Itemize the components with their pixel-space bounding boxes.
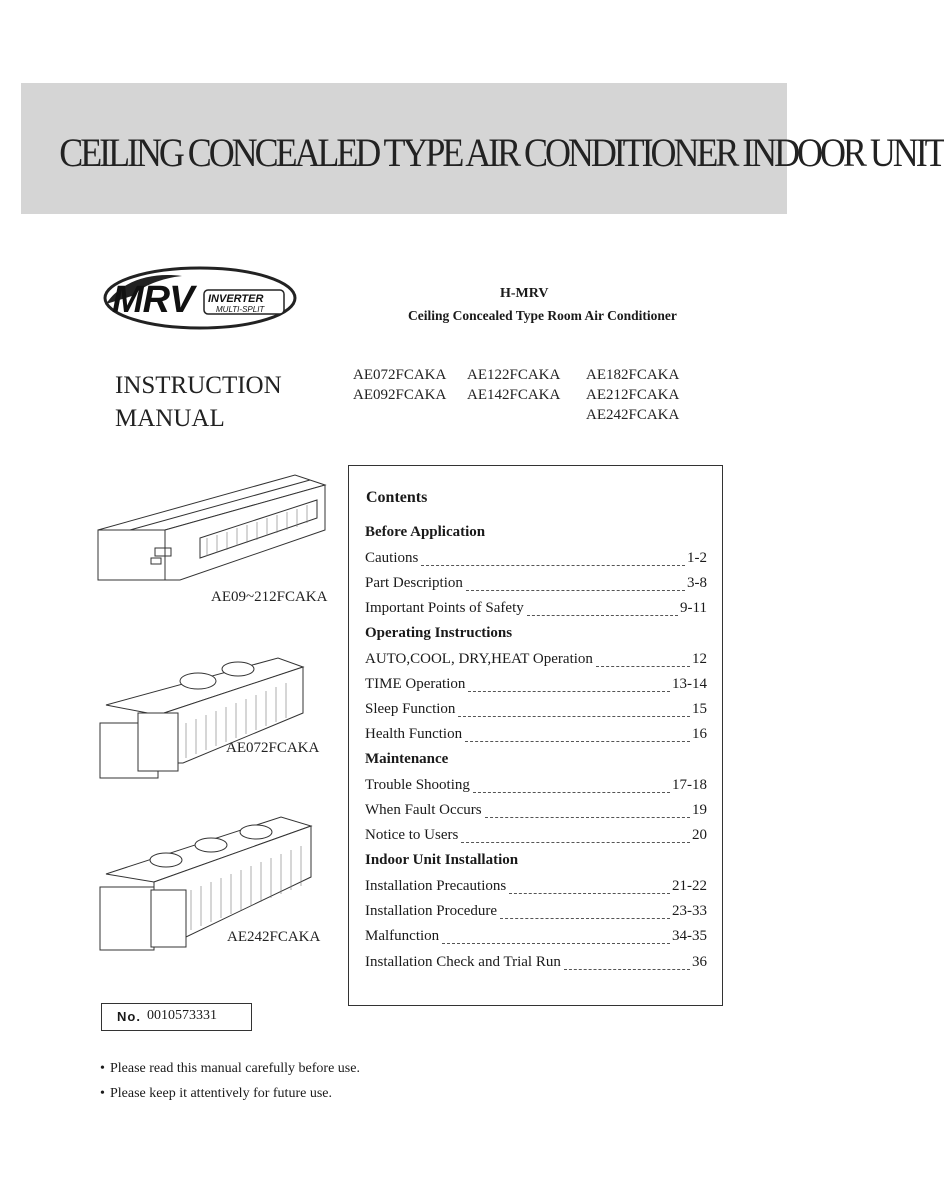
model-number: AE182FCAKA [586, 367, 680, 383]
toc-entry[interactable] [365, 903, 707, 923]
toc-entry-page: 13-14 [672, 676, 707, 692]
toc-entry-page: 12 [692, 651, 707, 667]
toc-entry-label: AUTO,COOL, DRY,HEAT Operation [365, 651, 593, 667]
brand-series: H-MRV [500, 286, 549, 301]
toc-entry[interactable] [365, 701, 707, 721]
unit-caption: AE242FCAKA [227, 929, 321, 945]
logo-mrv-text: MRV [112, 279, 194, 321]
toc-entry[interactable] [365, 827, 707, 847]
manual-title-line-1: INSTRUCTION [115, 372, 282, 399]
toc-entry-page: 15 [692, 701, 707, 717]
toc-dot-leader [564, 969, 690, 970]
banner-title: CEILING CONCEALED TYPE AIR CONDITIONER INDOOR UNIT [59, 130, 944, 175]
toc-entry[interactable] [365, 954, 707, 974]
toc-entry-label: Installation Check and Trial Run [365, 954, 561, 970]
toc-entry[interactable] [365, 777, 707, 797]
toc-dot-leader [421, 565, 685, 566]
toc-entry-label: Notice to Users [365, 827, 459, 843]
toc-entry-page: 9-11 [680, 600, 707, 616]
toc-entry-label: Cautions [365, 550, 419, 566]
toc-entry-label: When Fault Occurs [365, 802, 482, 818]
toc-entry-label: Malfunction [365, 928, 440, 944]
toc-entry-page: 34-35 [672, 928, 707, 944]
model-number: AE122FCAKA [467, 367, 561, 383]
toc-dot-leader [485, 817, 690, 818]
toc-entry-page: 20 [692, 827, 707, 843]
model-number: AE212FCAKA [586, 387, 680, 403]
toc-dot-leader [473, 792, 670, 793]
toc-entry-page: 3-8 [687, 575, 707, 591]
toc-entry-page: 19 [692, 802, 707, 818]
mrv-logo [92, 262, 298, 332]
unit-illustration-ae09-212 [95, 470, 330, 585]
toc-entry-label: Important Points of Safety [365, 600, 524, 616]
toc-dot-leader [509, 893, 670, 894]
contents-section-heading: Indoor Unit Installation [365, 852, 519, 868]
toc-entry-label: Installation Precautions [365, 878, 507, 894]
bullet-icon: • [100, 1086, 105, 1101]
model-number: AE142FCAKA [467, 387, 561, 403]
bullet-icon: • [100, 1061, 105, 1076]
toc-dot-leader [465, 741, 690, 742]
toc-dot-leader [527, 615, 678, 616]
toc-dot-leader [461, 842, 690, 843]
toc-dot-leader [596, 666, 690, 667]
usage-note [100, 1086, 332, 1102]
toc-entry[interactable] [365, 878, 707, 898]
toc-dot-leader [458, 716, 690, 717]
toc-entry-page: 1-2 [687, 550, 707, 566]
toc-entry[interactable] [365, 676, 707, 696]
toc-entry-page: 36 [692, 954, 707, 970]
toc-entry-label: Trouble Shooting [365, 777, 470, 793]
toc-entry-label: Health Function [365, 726, 463, 742]
toc-entry[interactable] [365, 802, 707, 822]
toc-entry[interactable] [365, 726, 707, 746]
document-number-label: No. [117, 1009, 141, 1024]
title-banner [21, 83, 944, 214]
toc-entry-page: 23-33 [672, 903, 707, 919]
toc-entry[interactable] [365, 575, 707, 595]
contents-section-heading: Maintenance [365, 751, 449, 767]
logo-badge-bottom: MULTI-SPLIT [216, 305, 265, 314]
toc-entry-label: TIME Operation [365, 676, 466, 692]
toc-entry-label: Part Description [365, 575, 463, 591]
toc-entry-page: 16 [692, 726, 707, 742]
model-number: AE242FCAKA [586, 407, 680, 423]
unit-caption: AE09~212FCAKA [211, 589, 328, 605]
toc-dot-leader [468, 691, 670, 692]
logo-badge-top: INVERTER [208, 293, 264, 305]
document-number-value: 0010573331 [147, 1008, 217, 1023]
contents-section-heading: Operating Instructions [365, 625, 513, 641]
usage-note-text: Please read this manual carefully before use. [110, 1061, 360, 1076]
toc-entry-label: Sleep Function [365, 701, 456, 717]
brand-description: Ceiling Concealed Type Room Air Conditioner [408, 308, 677, 323]
toc-entry[interactable] [365, 550, 707, 570]
manual-title [115, 369, 282, 435]
toc-dot-leader [500, 918, 670, 919]
contents-section-heading: Before Application [365, 524, 486, 540]
toc-entry-page: 21-22 [672, 878, 707, 894]
unit-illustration-ae072 [98, 653, 313, 783]
toc-dot-leader [466, 590, 685, 591]
toc-entry[interactable] [365, 600, 707, 620]
model-number: AE072FCAKA [353, 367, 447, 383]
usage-note [100, 1061, 360, 1077]
toc-entry-page: 17-18 [672, 777, 707, 793]
model-number: AE092FCAKA [353, 387, 447, 403]
contents-title: Contents [366, 489, 428, 506]
manual-title-line-2: MANUAL [115, 405, 225, 432]
unit-caption: AE072FCAKA [226, 740, 320, 756]
toc-entry-label: Installation Procedure [365, 903, 498, 919]
toc-entry[interactable] [365, 928, 707, 948]
toc-dot-leader [442, 943, 670, 944]
usage-note-text: Please keep it attentively for future use. [110, 1086, 332, 1101]
toc-entry[interactable] [365, 651, 707, 671]
